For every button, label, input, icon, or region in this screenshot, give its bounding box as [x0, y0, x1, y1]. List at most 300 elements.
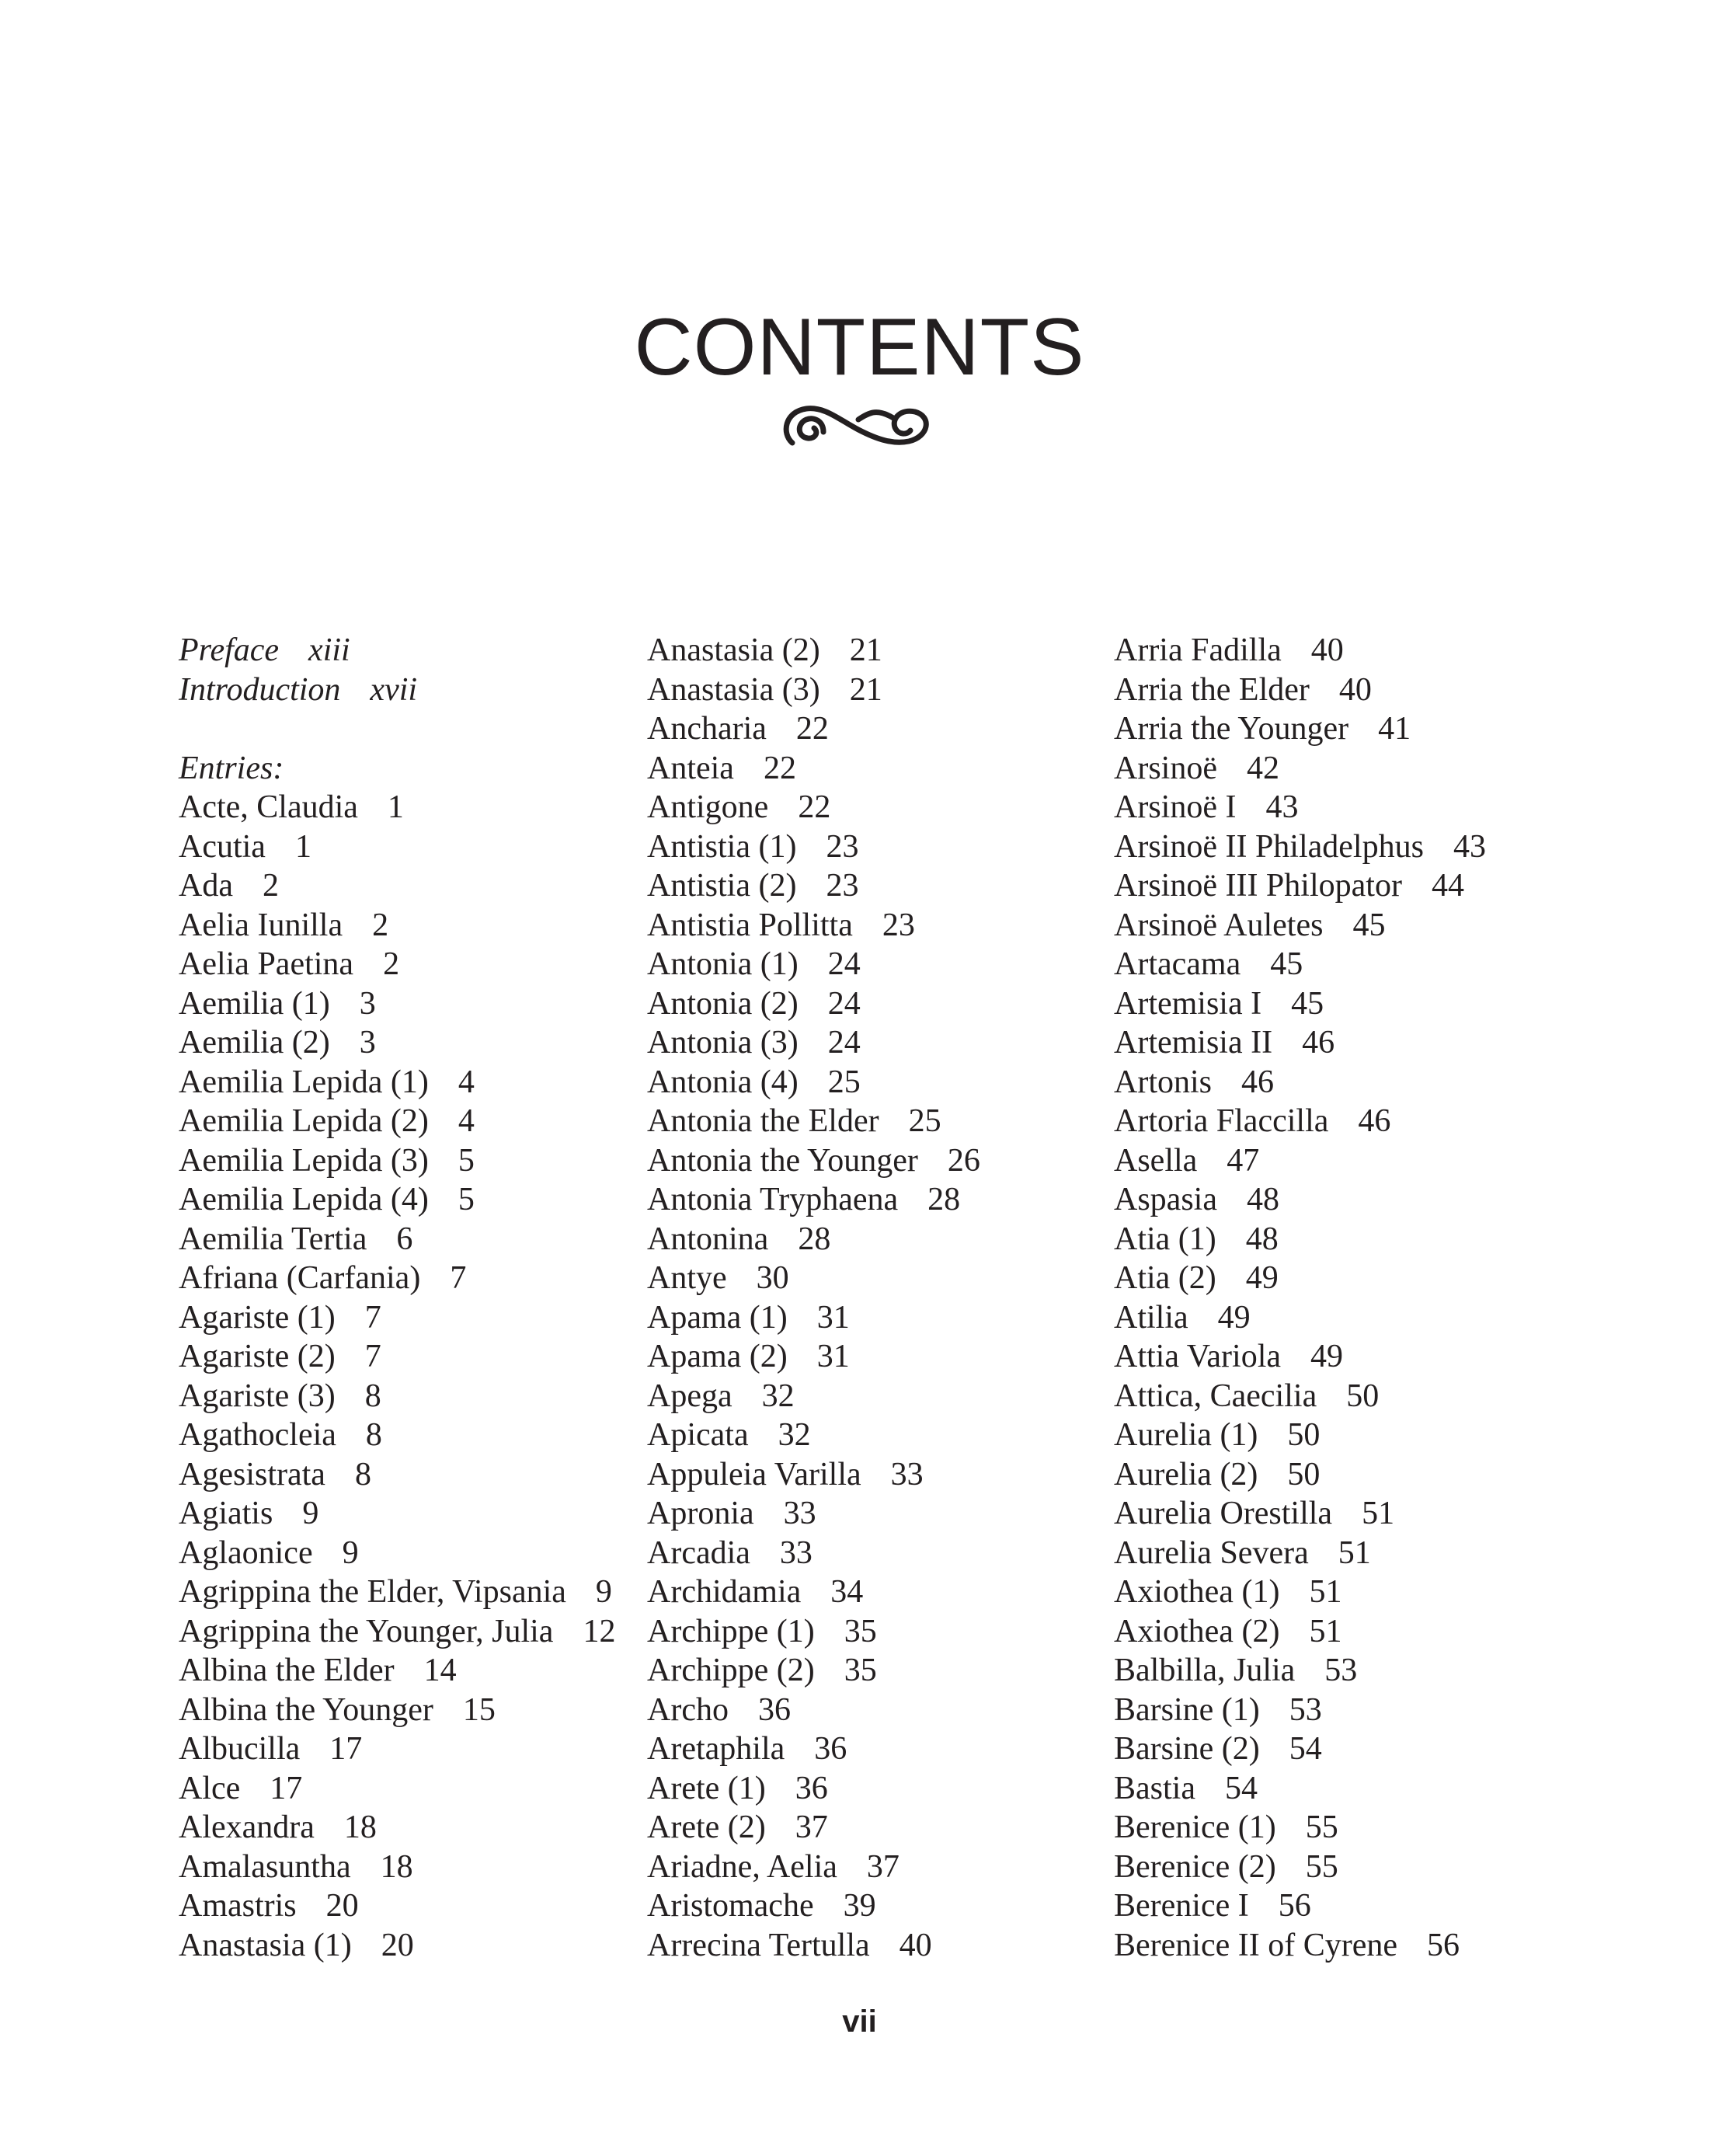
toc-entry-label: Artonis — [1114, 1064, 1212, 1100]
toc-entry-page: 20 — [325, 1888, 359, 1924]
toc-entry-page: 33 — [779, 1534, 813, 1571]
toc-entry-label: Arsinoë Auletes — [1114, 907, 1324, 943]
toc-entry-page: 9 — [595, 1574, 612, 1610]
toc-entry-label: Berenice (2) — [1114, 1848, 1276, 1885]
toc-entry[interactable] — [1114, 1337, 1486, 1377]
toc-entry[interactable] — [1114, 709, 1486, 749]
toc-entry-label: Aretaphila — [647, 1731, 785, 1767]
toc-entry-page: xvii — [370, 671, 418, 708]
toc-entry-page: 32 — [761, 1378, 795, 1414]
toc-entry-label: Bastia — [1114, 1770, 1195, 1806]
toc-entry[interactable] — [179, 1416, 615, 1455]
toc-entry-page: 7 — [364, 1339, 381, 1374]
toc-entry-page: 37 — [795, 1809, 828, 1845]
toc-entry-page: 41 — [1378, 711, 1411, 747]
toc-entry-page: 32 — [778, 1417, 811, 1453]
toc-entry-label: Arsinoë III Philopator — [1114, 868, 1402, 904]
toc-entry-page: 44 — [1431, 868, 1464, 904]
toc-entry[interactable] — [1114, 1141, 1486, 1181]
toc-entry-label: Artemisia I — [1114, 985, 1262, 1022]
toc-entry-label: Artemisia II — [1114, 1025, 1273, 1061]
toc-entry[interactable] — [1114, 984, 1486, 1024]
toc-entry-label: Archippe (2) — [647, 1653, 815, 1688]
toc-entry-page: 43 — [1265, 789, 1299, 825]
toc-entry-label: Apicata — [647, 1417, 749, 1453]
toc-entry-label: Antonia the Younger — [647, 1142, 918, 1179]
toc-entry-page: 43 — [1453, 828, 1486, 865]
toc-entry-label: Agariste (3) — [179, 1378, 336, 1414]
toc-entry-label: Aelia Iunilla — [179, 907, 343, 943]
toc-entry-page: 8 — [364, 1378, 381, 1414]
toc-entry[interactable] — [179, 1691, 615, 1730]
toc-entry[interactable] — [1114, 866, 1486, 906]
toc-entry-label: Agrippina the Younger, Julia — [179, 1613, 554, 1649]
toc-entry[interactable] — [1114, 670, 1486, 710]
toc-entry-label: Anteia — [647, 750, 734, 786]
toc-entry[interactable] — [179, 1769, 615, 1809]
toc-entry-page: 6 — [396, 1221, 413, 1257]
toc-entry-page: 23 — [826, 828, 859, 865]
toc-entry-label: Aemilia Lepida (1) — [179, 1064, 429, 1100]
toc-entry-page: 50 — [1287, 1417, 1321, 1453]
toc-entry[interactable] — [647, 1612, 980, 1652]
toc-entry-page: 7 — [364, 1299, 381, 1336]
toc-entry-page: 31 — [816, 1339, 850, 1374]
toc-entry-label: Asella — [1114, 1142, 1198, 1179]
toc-entry-label: Agesistrata — [179, 1456, 325, 1492]
toc-entry[interactable] — [179, 1494, 615, 1534]
toc-entry-label: Aelia Paetina — [179, 946, 354, 982]
toc-entry[interactable] — [1114, 1651, 1486, 1691]
toc-entry-page: 39 — [843, 1888, 876, 1924]
toc-entry-page: 54 — [1224, 1770, 1258, 1806]
toc-entry[interactable] — [1114, 827, 1486, 867]
toc-entry-label: Introduction — [179, 671, 341, 708]
toc-entry[interactable] — [1114, 1102, 1486, 1141]
toc-entry[interactable] — [179, 906, 615, 946]
toc-entry-page: 24 — [827, 1025, 861, 1061]
toc-entry[interactable] — [1114, 1416, 1486, 1455]
toc-entry[interactable] — [1114, 1886, 1486, 1926]
toc-entry[interactable] — [647, 1455, 980, 1495]
toc-entry-page: 48 — [1246, 1182, 1279, 1217]
toc-entry-label: Aemilia Lepida (3) — [179, 1142, 429, 1179]
toc-entry-page: 1 — [294, 828, 311, 865]
toc-entry[interactable] — [647, 1141, 980, 1181]
toc-entry[interactable] — [1114, 1455, 1486, 1495]
toc-entry-label: Aurelia Orestilla — [1114, 1496, 1333, 1531]
toc-entry-label: Agrippina the Elder, Vipsania — [179, 1574, 566, 1610]
toc-entry-preface[interactable] — [179, 631, 615, 670]
toc-entry-label: Antistia (1) — [647, 828, 797, 865]
toc-entry-label: Aristomache — [647, 1888, 814, 1924]
toc-entry-page: 45 — [1352, 907, 1386, 943]
page-title: CONTENTS — [634, 302, 1085, 392]
toc-entry-label: Axiothea (1) — [1114, 1574, 1280, 1610]
toc-entry[interactable] — [1114, 1573, 1486, 1612]
toc-entry-page: 46 — [1241, 1064, 1274, 1100]
toc-entry-page: 49 — [1217, 1299, 1251, 1336]
toc-entry[interactable] — [179, 1102, 615, 1141]
toc-entry[interactable] — [179, 1063, 615, 1102]
toc-entry-page: 4 — [458, 1064, 475, 1100]
toc-entry[interactable] — [179, 1612, 615, 1652]
toc-entry[interactable] — [647, 1808, 980, 1848]
toc-entry-label: Arete (2) — [647, 1809, 766, 1845]
toc-entry-page: 40 — [1338, 671, 1372, 708]
toc-entry-label: Aemilia Lepida (4) — [179, 1182, 429, 1217]
toc-entry-label: Attica, Caecilia — [1114, 1378, 1317, 1414]
toc-entry-page: 3 — [359, 1025, 376, 1061]
toc-entry-label: Agiatis — [179, 1496, 273, 1531]
toc-entry[interactable] — [179, 827, 615, 867]
toc-entry-label: Berenice II of Cyrene — [1114, 1927, 1397, 1963]
spacer — [179, 709, 615, 749]
toc-entry-page: 46 — [1358, 1103, 1391, 1139]
toc-entry[interactable] — [647, 1769, 980, 1809]
toc-entry[interactable] — [647, 670, 980, 710]
toc-entry-page: 14 — [423, 1653, 457, 1688]
toc-entry-page: 17 — [270, 1770, 303, 1806]
toc-entry-label: Ariadne, Aelia — [647, 1848, 837, 1885]
toc-entry-label: Antonia Tryphaena — [647, 1182, 899, 1217]
toc-entry-label: Arria Fadilla — [1114, 632, 1282, 668]
toc-entry-page: 55 — [1305, 1848, 1338, 1885]
toc-entry-page: 5 — [458, 1182, 475, 1217]
toc-entry-label: Artoria Flaccilla — [1114, 1103, 1329, 1139]
page-number: vii — [842, 2004, 877, 2039]
toc-entry-page: 51 — [1309, 1574, 1342, 1610]
toc-entry-page: 26 — [947, 1142, 980, 1179]
toc-entry-label: Aurelia (1) — [1114, 1417, 1258, 1453]
toc-entry-page: 36 — [757, 1691, 791, 1728]
toc-entry[interactable] — [1114, 1769, 1486, 1809]
toc-entry[interactable] — [179, 1848, 615, 1887]
toc-entry[interactable] — [647, 1534, 980, 1573]
toc-entry-page: 53 — [1289, 1691, 1322, 1728]
toc-entry[interactable] — [1114, 1377, 1486, 1416]
toc-entry-label: Antonia (3) — [647, 1025, 799, 1061]
toc-entry-page: 47 — [1227, 1142, 1260, 1179]
toc-entry-page: 21 — [849, 632, 882, 668]
toc-entry[interactable] — [1114, 1220, 1486, 1259]
toc-entry[interactable] — [179, 1455, 615, 1495]
toc-entry-page: 56 — [1278, 1888, 1311, 1924]
toc-entry-page: 40 — [899, 1927, 932, 1963]
toc-entry-page: 9 — [342, 1534, 359, 1571]
toc-entry[interactable] — [179, 1377, 615, 1416]
toc-entry-page: 22 — [763, 750, 796, 786]
scroll-flourish-icon — [777, 395, 940, 457]
toc-entry-label: Ancharia — [647, 711, 767, 747]
toc-entry[interactable] — [647, 1220, 980, 1259]
toc-entry-label: Apronia — [647, 1496, 754, 1531]
toc-entry-label: Balbilla, Julia — [1114, 1653, 1296, 1688]
toc-entry[interactable] — [1114, 1063, 1486, 1102]
toc-entry-label: Atilia — [1114, 1299, 1188, 1336]
toc-entry-page: 36 — [795, 1770, 828, 1806]
toc-entry-page: 2 — [372, 907, 389, 943]
toc-entry-label: Acte, Claudia — [179, 789, 358, 825]
toc-entry-label: Antistia (2) — [647, 868, 797, 904]
toc-entry[interactable] — [1114, 1926, 1486, 1966]
toc-entry[interactable] — [1114, 1298, 1486, 1338]
toc-entry[interactable] — [647, 1298, 980, 1338]
toc-entry-page: 28 — [927, 1182, 961, 1217]
toc-entry[interactable] — [179, 1141, 615, 1181]
toc-entry[interactable] — [1114, 788, 1486, 827]
toc-entry-page: 40 — [1310, 632, 1344, 668]
toc-entry[interactable] — [647, 906, 980, 946]
toc-entry[interactable] — [647, 1651, 980, 1691]
toc-entry-page: 51 — [1338, 1534, 1371, 1571]
toc-entry[interactable] — [179, 1651, 615, 1691]
toc-entry-label: Anastasia (2) — [647, 632, 820, 668]
toc-entry-page: 1 — [387, 789, 404, 825]
toc-entry-page: 22 — [798, 789, 831, 825]
toc-entry[interactable] — [647, 1926, 980, 1966]
toc-entry-introduction[interactable] — [179, 670, 615, 710]
toc-entry-page: 48 — [1245, 1221, 1279, 1257]
toc-entry-page: 20 — [381, 1927, 414, 1963]
toc-entry[interactable] — [179, 1534, 615, 1573]
toc-entry[interactable] — [647, 631, 980, 670]
toc-entry[interactable] — [1114, 1534, 1486, 1573]
toc-entry-label: Amalasuntha — [179, 1848, 351, 1885]
toc-entry-label: Albina the Elder — [179, 1653, 395, 1688]
toc-entry-page: 50 — [1287, 1456, 1321, 1492]
toc-entry-label: Atia (2) — [1114, 1260, 1216, 1296]
toc-entry-page: 50 — [1346, 1378, 1380, 1414]
toc-entry-page: 53 — [1324, 1653, 1358, 1688]
toc-entry-label: Albina the Younger — [179, 1691, 433, 1728]
toc-entry[interactable] — [647, 1848, 980, 1887]
toc-entry-page: 24 — [827, 985, 861, 1022]
toc-entry[interactable] — [647, 984, 980, 1024]
toc-column-3 — [1114, 631, 1486, 1965]
toc-entry[interactable] — [1114, 945, 1486, 984]
toc-entry-label: Berenice I — [1114, 1888, 1249, 1924]
toc-entry-label: Archippe (1) — [647, 1613, 815, 1649]
toc-entry-page: 45 — [1270, 946, 1303, 982]
toc-entry[interactable] — [647, 1023, 980, 1063]
toc-entry-label: Antonina — [647, 1221, 769, 1257]
toc-entry[interactable] — [647, 1377, 980, 1416]
toc-entry-label: Anastasia (3) — [647, 671, 820, 708]
toc-entry-page: 51 — [1309, 1613, 1342, 1649]
toc-entry[interactable] — [647, 1416, 980, 1455]
toc-entry-label: Archidamia — [647, 1574, 802, 1610]
toc-entry-page: 5 — [458, 1142, 475, 1179]
toc-entry[interactable] — [647, 866, 980, 906]
toc-entry-label: Preface — [179, 632, 280, 668]
toc-entry-page: 31 — [816, 1299, 850, 1336]
toc-entry-page: 25 — [827, 1064, 861, 1100]
toc-entry-page: 36 — [814, 1731, 847, 1767]
toc-entry-label: Apama (1) — [647, 1299, 788, 1336]
toc-entry-page: 46 — [1302, 1025, 1335, 1061]
toc-entry-page: 49 — [1310, 1339, 1344, 1374]
toc-entry-label: Appuleia Varilla — [647, 1456, 861, 1492]
toc-entry-label: Arria the Younger — [1114, 711, 1349, 747]
toc-entry-label: Arria the Elder — [1114, 671, 1310, 708]
toc-entry[interactable] — [179, 788, 615, 827]
toc-entry-page: 42 — [1246, 750, 1279, 786]
toc-entry-page: 45 — [1291, 985, 1324, 1022]
toc-entry-page: 56 — [1426, 1927, 1460, 1963]
toc-entry-label: Ada — [179, 868, 233, 904]
toc-entry-page: 2 — [383, 946, 400, 982]
toc-entry-label: Amastris — [179, 1888, 297, 1924]
toc-entry[interactable] — [647, 1573, 980, 1612]
toc-entry-page: 54 — [1289, 1731, 1322, 1767]
toc-entry[interactable] — [647, 1337, 980, 1377]
toc-entry-label: Atia (1) — [1114, 1221, 1216, 1257]
toc-entry[interactable] — [179, 1729, 615, 1769]
toc-entry-page: 55 — [1305, 1809, 1338, 1845]
toc-entry[interactable] — [1114, 749, 1486, 789]
toc-entry[interactable] — [1114, 1691, 1486, 1730]
toc-entry-page: 15 — [462, 1691, 496, 1728]
toc-entry-page: 35 — [844, 1613, 877, 1649]
toc-entry-page: 17 — [329, 1731, 363, 1767]
toc-entry[interactable] — [1114, 1494, 1486, 1534]
toc-entry-page: 28 — [798, 1221, 831, 1257]
toc-entry[interactable] — [647, 788, 980, 827]
toc-entry[interactable] — [179, 1573, 615, 1612]
toc-entry-page: 2 — [262, 868, 279, 904]
toc-entry-page: 51 — [1362, 1496, 1395, 1531]
toc-entry-page: 12 — [583, 1613, 616, 1649]
toc-entry-label: Arcadia — [647, 1534, 750, 1571]
toc-entry[interactable] — [647, 1259, 980, 1298]
toc-entry[interactable] — [179, 1808, 615, 1848]
toc-entry-label: Alce — [179, 1770, 241, 1806]
toc-entry-label: Antye — [647, 1260, 727, 1296]
toc-entry-label: Arete (1) — [647, 1770, 766, 1806]
toc-entry[interactable] — [647, 1886, 980, 1926]
toc-entry-label: Arsinoë I — [1114, 789, 1237, 825]
toc-entry-page: 18 — [380, 1848, 413, 1885]
toc-entry-page: 8 — [354, 1456, 371, 1492]
toc-entry[interactable] — [647, 1494, 980, 1534]
toc-entry[interactable] — [1114, 1259, 1486, 1298]
toc-entry[interactable] — [179, 945, 615, 984]
toc-entry-label: Antigone — [647, 789, 769, 825]
toc-column-1 — [179, 631, 615, 1965]
toc-entry-label: Aurelia Severa — [1114, 1534, 1309, 1571]
toc-entry-page: 22 — [795, 711, 829, 747]
toc-entry-label: Antistia Pollitta — [647, 907, 853, 943]
toc-entry[interactable] — [647, 1102, 980, 1141]
toc-entry-page: 24 — [827, 946, 861, 982]
toc-entry-label: Barsine (2) — [1114, 1731, 1260, 1767]
toc-entry[interactable] — [179, 1180, 615, 1220]
toc-entry[interactable] — [647, 827, 980, 867]
toc-entry-label: Barsine (1) — [1114, 1691, 1260, 1728]
toc-entry-label: Arsinoë II Philadelphus — [1114, 828, 1424, 865]
toc-entry[interactable] — [1114, 631, 1486, 670]
toc-entry[interactable] — [179, 1337, 615, 1377]
toc-entry-label: Attia Variola — [1114, 1339, 1282, 1374]
toc-entry-label: Albucilla — [179, 1731, 301, 1767]
entries-heading: Entries: — [179, 750, 284, 786]
toc-entry-page: 8 — [365, 1417, 382, 1453]
toc-entry[interactable] — [179, 1259, 615, 1298]
toc-entry-page: 18 — [343, 1809, 377, 1845]
toc-entry[interactable] — [1114, 1808, 1486, 1848]
toc-entry-page: 49 — [1245, 1260, 1279, 1296]
toc-entry[interactable] — [1114, 1729, 1486, 1769]
toc-entry-label: Anastasia (1) — [179, 1927, 352, 1963]
toc-entry-page: 25 — [908, 1103, 941, 1139]
toc-entry-label: Aemilia Lepida (2) — [179, 1103, 429, 1139]
toc-entry-label: Axiothea (2) — [1114, 1613, 1280, 1649]
toc-entry-page: 33 — [890, 1456, 924, 1492]
toc-entry-label: Arrecina Tertulla — [647, 1927, 870, 1963]
toc-entries-list — [179, 788, 615, 1965]
toc-entry-label: Arsinoë — [1114, 750, 1217, 786]
toc-entry-page: 3 — [359, 985, 376, 1022]
toc-entry-label: Artacama — [1114, 946, 1241, 982]
toc-entry[interactable] — [179, 1886, 615, 1926]
toc-entry[interactable] — [1114, 1180, 1486, 1220]
toc-entry-label: Apega — [647, 1378, 732, 1414]
toc-entry[interactable] — [179, 1298, 615, 1338]
toc-entry[interactable] — [179, 1220, 615, 1259]
toc-entry-label: Archo — [647, 1691, 729, 1728]
toc-entry[interactable] — [179, 1023, 615, 1063]
toc-entry[interactable] — [647, 1729, 980, 1769]
toc-entry[interactable] — [179, 866, 615, 906]
toc-entry[interactable] — [647, 1691, 980, 1730]
toc-entry[interactable] — [1114, 1023, 1486, 1063]
toc-entry-label: Antonia (4) — [647, 1064, 799, 1100]
toc-entry-page: xiii — [308, 632, 350, 668]
toc-entry[interactable] — [1114, 1612, 1486, 1652]
toc-entry-label: Agathocleia — [179, 1417, 336, 1453]
toc-entry-label: Afriana (Carfania) — [179, 1260, 421, 1296]
toc-entry-label: Antonia (2) — [647, 985, 799, 1022]
toc-entry-label: Aemilia (2) — [179, 1025, 330, 1061]
toc-entry-page: 9 — [302, 1496, 319, 1531]
toc-entry[interactable] — [647, 945, 980, 984]
toc-entry[interactable] — [647, 749, 980, 789]
toc-entry-label: Aglaonice — [179, 1534, 313, 1571]
toc-entry-label: Aurelia (2) — [1114, 1456, 1258, 1492]
toc-entry-label: Acutia — [179, 828, 266, 865]
toc-entry-label: Antonia (1) — [647, 946, 799, 982]
toc-entry[interactable] — [647, 709, 980, 749]
toc-entry[interactable] — [1114, 906, 1486, 946]
toc-entry-page: 30 — [756, 1260, 789, 1296]
toc-entry-label: Agariste (2) — [179, 1339, 336, 1374]
toc-entry-page: 37 — [866, 1848, 900, 1885]
toc-entry[interactable] — [1114, 1848, 1486, 1887]
toc-entry[interactable] — [179, 1926, 615, 1966]
toc-entry-label: Agariste (1) — [179, 1299, 336, 1336]
toc-entry[interactable] — [647, 1063, 980, 1102]
toc-column-2 — [647, 631, 980, 1965]
toc-entry-page: 4 — [458, 1103, 475, 1139]
toc-entry-label: Alexandra — [179, 1809, 315, 1845]
toc-entry[interactable] — [647, 1180, 980, 1220]
toc-entry-label: Apama (2) — [647, 1339, 788, 1374]
toc-entry[interactable] — [179, 984, 615, 1024]
toc-entry-label: Antonia the Elder — [647, 1103, 879, 1139]
toc-entry-label: Aemilia (1) — [179, 985, 330, 1022]
toc-entry-page: 23 — [826, 868, 859, 904]
